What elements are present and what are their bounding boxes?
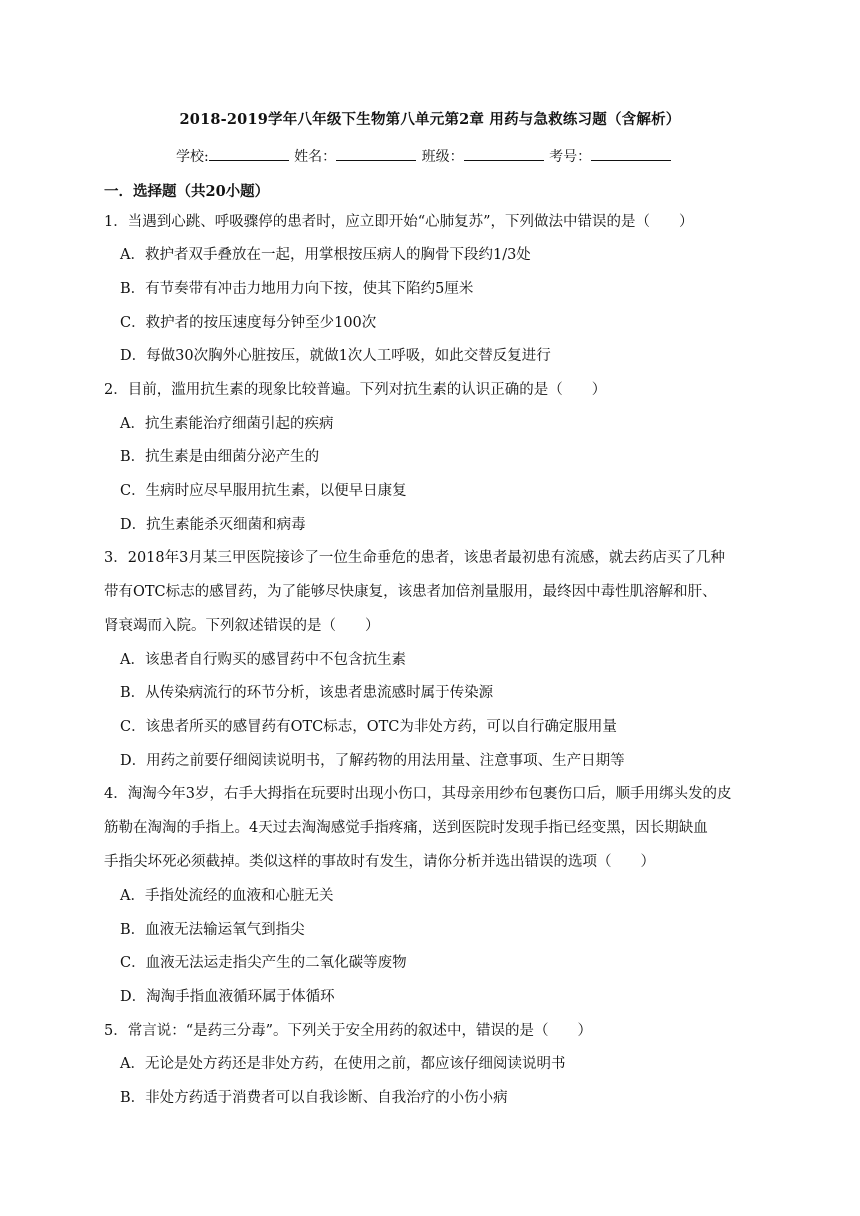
class-blank — [464, 148, 544, 161]
question-1-option-c: C．救护者的按压速度每分钟至少100次 — [120, 315, 377, 331]
question-3-stem-line-1: 3．2018年3月某三甲医院接诊了一位生命垂危的患者，该患者最初患有流感，就去药店买了几种 — [104, 550, 725, 566]
question-3-stem-line-3: 肾衰竭而入院。下列叙述错误的是（ ） — [104, 618, 380, 634]
student-info-line — [176, 146, 672, 166]
question-4-stem-line-2: 筋勒在淘淘的手指上。4天过去淘淘感觉手指疼痛，送到医院时发现手指已经变黑，因长期缺血 — [104, 820, 708, 836]
question-4-stem-line-3: 手指尖坏死必须截掉。类似这样的事故时有发生，请你分析并选出错误的选项（ ） — [104, 854, 655, 870]
exam-no-label: 考号： — [549, 149, 592, 165]
question-2-option-b: B．抗生素是由细菌分泌产生的 — [120, 449, 320, 465]
question-3-option-a: A．该患者自行购买的感冒药中不包含抗生素 — [120, 652, 406, 668]
school-blank — [209, 148, 289, 161]
question-1-option-a: A．救护者双手叠放在一起，用掌根按压病人的胸骨下段约1/3处 — [120, 247, 531, 263]
question-4-stem-line-1: 4．淘淘今年3岁，右手大拇指在玩要时出现小伤口，其母亲用纱布包裹伤口后，顺手用绑头发的皮 — [104, 786, 732, 802]
question-5-option-a: A．无论是处方药还是非处方药，在使用之前，都应该仔细阅读说明书 — [120, 1056, 566, 1072]
section-heading: 一．选择题（共20小题） — [104, 183, 270, 200]
question-4-option-c: C．血液无法运走指尖产生的二氧化碳等废物 — [120, 955, 407, 971]
question-4-option-b: B．血液无法输运氧气到指尖 — [120, 922, 305, 938]
school-label: 学校: — [176, 149, 209, 165]
question-3-stem-line-2: 带有OTC标志的感冒药，为了能够尽快康复，该患者加倍剂量服用，最终因中毒性肌溶解和肝、 — [104, 584, 717, 600]
class-label: 班级： — [421, 149, 464, 165]
question-3-option-c: C．该患者所买的感冒药有OTC标志，OTC为非处方药，可以自行确定服用量 — [120, 719, 617, 735]
question-1-option-b: B．有节奏带有冲击力地用力向下按，使其下陷约5厘米 — [120, 281, 474, 297]
question-2-stem: 2．目前，滥用抗生素的现象比较普遍。下列对抗生素的认识正确的是（ ） — [104, 382, 607, 398]
question-3-option-d: D．用药之前要仔细阅读说明书，了解药物的用法用量、注意事项、生产日期等 — [120, 753, 625, 769]
question-1-option-d: D．每做30次胸外心脏按压，就做1次人工呼吸，如此交替反复进行 — [120, 348, 551, 364]
question-2-option-d: D．抗生素能杀灭细菌和病毒 — [120, 517, 306, 533]
document-title: 2018-2019学年八年级下生物第八单元第2章 用药与急救练习题（含解析） — [179, 111, 681, 128]
name-label: 姓名： — [294, 149, 337, 165]
question-5-option-b: B．非处方药适于消费者可以自我诊断、自我治疗的小伤小病 — [120, 1090, 508, 1106]
question-3-option-b: B．从传染病流行的环节分析，该患者患流感时属于传染源 — [120, 685, 494, 701]
question-1-stem: 1．当遇到心跳、呼吸骤停的患者时，应立即开始“心肺复苏”，下列做法中错误的是（ ） — [104, 214, 694, 230]
question-4-option-d: D．淘淘手指血液循环属于体循环 — [120, 989, 335, 1005]
question-4-option-a: A．手指处流经的血液和心脏无关 — [120, 888, 334, 904]
question-5-stem: 5．常言说：“是药三分毒”。下列关于安全用药的叙述中，错误的是（ ） — [104, 1023, 593, 1039]
exam-no-blank — [591, 148, 671, 161]
name-blank — [336, 148, 416, 161]
question-2-option-a: A．抗生素能治疗细菌引起的疾病 — [120, 416, 334, 432]
question-2-option-c: C．生病时应尽早服用抗生素，以便早日康复 — [120, 483, 407, 499]
